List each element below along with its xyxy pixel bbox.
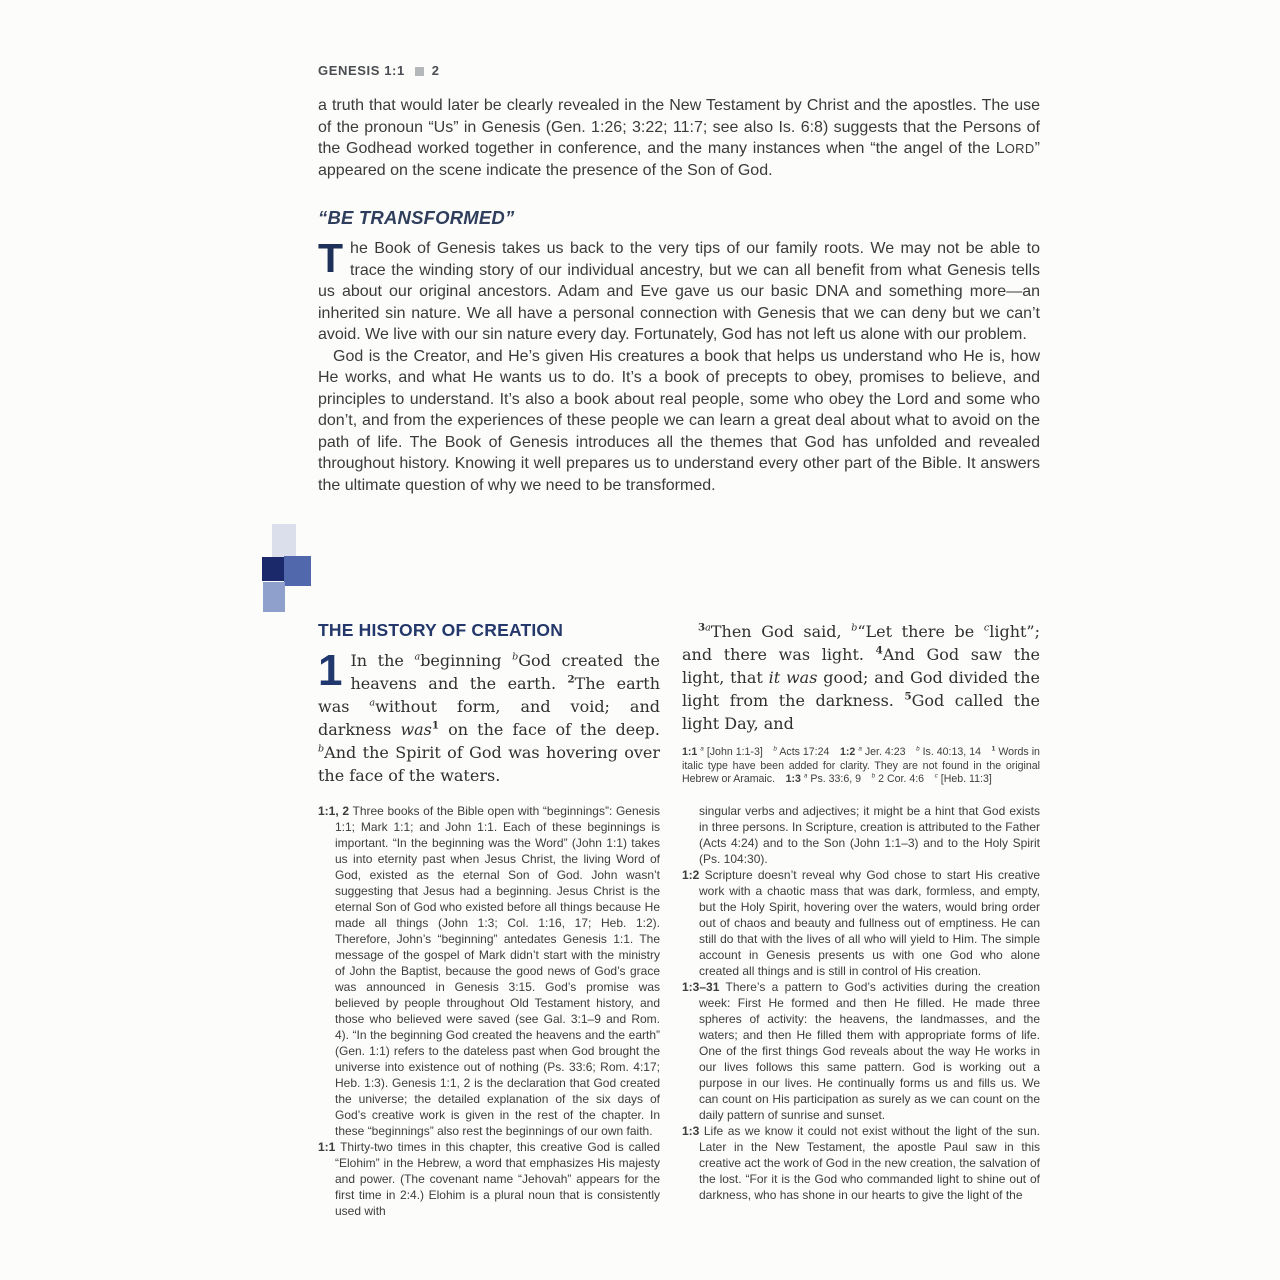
note-reference: 1:1	[318, 1140, 336, 1154]
essay-paragraph-1-text: he Book of Genesis takes us back to the very tips of our family roots. We may not be able to trace the winding story of our individual ancestry, but we can all benefit from what Genesis tells us about our original ancestors. Adam and Eve gave us our basic DNA and something more—an inherited sin nature. We all have a personal connection with Genesis that we can deny but we can’t avoid. We live with our sin nature every day. Fortunately, God has not left us alone with our problem.	[318, 240, 1040, 343]
note-text: Three books of the Bible open with “beginnings”: Genesis 1:1; Mark 1:1; and John 1:1. Each of these beginnings is important. “In the beginning was the Word” (John 1:1) takes us into eternity past when Jesus Christ, the living Word of God, existed as the eternal Son of God. John wasn’t suggesting that Jesus had a beginning. Jesus Christ is the eternal Son of God who existed before all things because He made all things (John 1:3; Col. 1:16, 17; Heb. 1:2). Therefore, John’s “beginning” antedates Genesis 1:1. The message of the gospel of Mark didn’t start with the ministry of John the Baptist, because the good news of God’s grace was announced in Genesis 3:15. God’s promise was believed by people throughout Old Testament history, and those who believed were saved (see Gal. 3:1–9 and Rom. 4). “In the beginning God created the heavens and the earth” (Gen. 1:1) refers to the dateless past when God brought the universe into existence out of nothing (Ps. 33:6; Rom. 4:17; Heb. 1:3). Genesis 1:1, 2 is the declaration that God created the universe; the detailed explanation of the six days of God’s creative work is given in the rest of the chapter. In these “beginnings” also rest the beginnings of our own faith.	[335, 804, 660, 1138]
bible-text-right: $^{3a}$Then God said, $^b$“Let there be $^c$light”; and there was light. $^4$And God saw the light, that it was good; and God divided the light from the darkness. $^5$God called the light Day, and	[682, 621, 1041, 733]
cross-references: 1:1 $^a$ [John 1:1-3] $^b$ Acts 17:24 1:2 $^a$ Jer. 4:23 $^b$ Is. 40:13, 14 $^1$ Words in italic type have been added for clarity. They are not found in the original Hebrew or Aramaic. 1:3 $^a$ Ps. 33:6, 9 $^b$ 2 Cor. 4:6 $^c$ [Heb. 11:3]	[682, 745, 1040, 785]
page-number: 2	[431, 63, 440, 78]
study-note	[682, 1123, 1040, 1203]
running-header-reference: GENESIS 1:1	[318, 63, 405, 78]
essay-paragraph-2: God is the Creator, and He’s given His creatures a book that helps us understand who He is, how He works, and what He wants us to do. It’s a book of precepts to obey, promises to believe, and principles to understand. It’s also a book about real people, some who obey the Lord and some who don’t, and from the experiences of these people we can learn a great deal about what to avoid on the path of life. The Book of Genesis introduces all the themes that God has unfolded and revealed throughout history. Knowing it well prepares us to understand every other part of the Bible. It answers the ultimate question of why we need to be transformed.	[318, 347, 1040, 494]
note-reference: 1:3–31	[682, 980, 720, 994]
note-text: Life as we know it could not exist without the light of the sun. Later in the New Testament, the apostle Paul saw in this creative act the work of God in the new creation, the salvation of the lost. “For it is the God who commanded light to shine out of darkness, who has shone in our hearts to give the light of the	[699, 1124, 1040, 1202]
drop-cap-t: T	[318, 235, 344, 281]
intro-paragraph: a truth that would later be clearly revealed in the New Testament by Christ and the apostles. The use of the pronoun “Us” in Genesis (Gen. 1:26; 3:22; 11:7; see also Is. 6:8) suggests that the Persons of the Godhead worked together in conference, and the many instances when “the angel of the LORD” appeared on the scene indicate the presence of the Son of God.	[318, 97, 1040, 179]
running-header	[318, 63, 1040, 78]
bible-columns	[318, 620, 1040, 787]
study-note	[682, 867, 1040, 979]
note-text: Scripture doesn’t reveal why God chose to start His creative work with a chaotic mass that was dark, formless, and empty, but the Holy Spirit, hovering over the waters, would bring order out of chaos and beauty and fullness out of emptiness. He can still do that with the lives of all who will yield to Him. The simple account in Genesis presents us with one God who alone created all things and is still in control of His creation.	[699, 868, 1041, 978]
decoration-square-medium	[284, 556, 311, 586]
bible-column-right	[682, 620, 1040, 787]
note-reference: 1:3	[682, 1124, 700, 1138]
note-text: There’s a pattern to God’s activities during the creation week: First He formed and then He filled. He made three spheres of activity: the heavens, the landmasses, and the waters; and then He filled them with appropriate forms of life. One of the first things God reveals about the way He works in our lives follows this same pattern. God is working out a purpose in our lives. He continually forms us and fills us. We can count on His participation as surely as we can count on the daily pattern of sunrise and sunset.	[699, 980, 1040, 1122]
page-content	[318, 63, 1041, 1218]
study-note	[318, 1139, 660, 1219]
decoration-square-light	[263, 582, 285, 612]
bible-text-left	[318, 646, 661, 787]
study-note-continuation	[682, 803, 1040, 867]
chapter-number-drop-cap: 1	[318, 646, 343, 695]
essay-paragraph-1	[318, 235, 1040, 346]
note-reference: 1:1, 2	[318, 804, 350, 818]
scripture-section	[318, 620, 1040, 1219]
study-note	[682, 979, 1040, 1123]
section-heading: THE HISTORY OF CREATION	[318, 620, 564, 640]
essay-heading: “BE TRANSFORMED”	[318, 207, 515, 228]
notes-column-right	[682, 803, 1040, 1219]
note-text: singular verbs and adjectives; it might be a hint that God exists in three persons. In Scripture, creation is attributed to the Father (Acts 4:24) and to the Son (John 1:1–3) and to the Holy Spirit (Ps. 104:30).	[699, 804, 1040, 866]
bible-column-left	[318, 620, 660, 787]
study-notes	[318, 803, 1040, 1219]
bible-text-left-verses: In the $^a$beginning $^b$God created the heavens and the earth. $^2$The earth was $^a$without form, and void; and darkness was$^1$ on the face of the deep. $^b$And the Spirit of God was hovering over the face of the waters.	[318, 651, 661, 785]
header-square-icon	[415, 67, 424, 76]
note-text: Thirty-two times in this chapter, this creative God is called “Elohim” in the Hebrew, a word that emphasizes His majesty and power. (The covenant name “Jehovah” appears for the first time in 2:4.) Elohim is a plural noun that is consistently used with	[335, 1140, 660, 1218]
notes-column-left	[318, 803, 660, 1219]
decoration-square-dark	[262, 557, 284, 581]
study-note	[318, 803, 660, 1139]
note-reference: 1:2	[682, 868, 700, 882]
